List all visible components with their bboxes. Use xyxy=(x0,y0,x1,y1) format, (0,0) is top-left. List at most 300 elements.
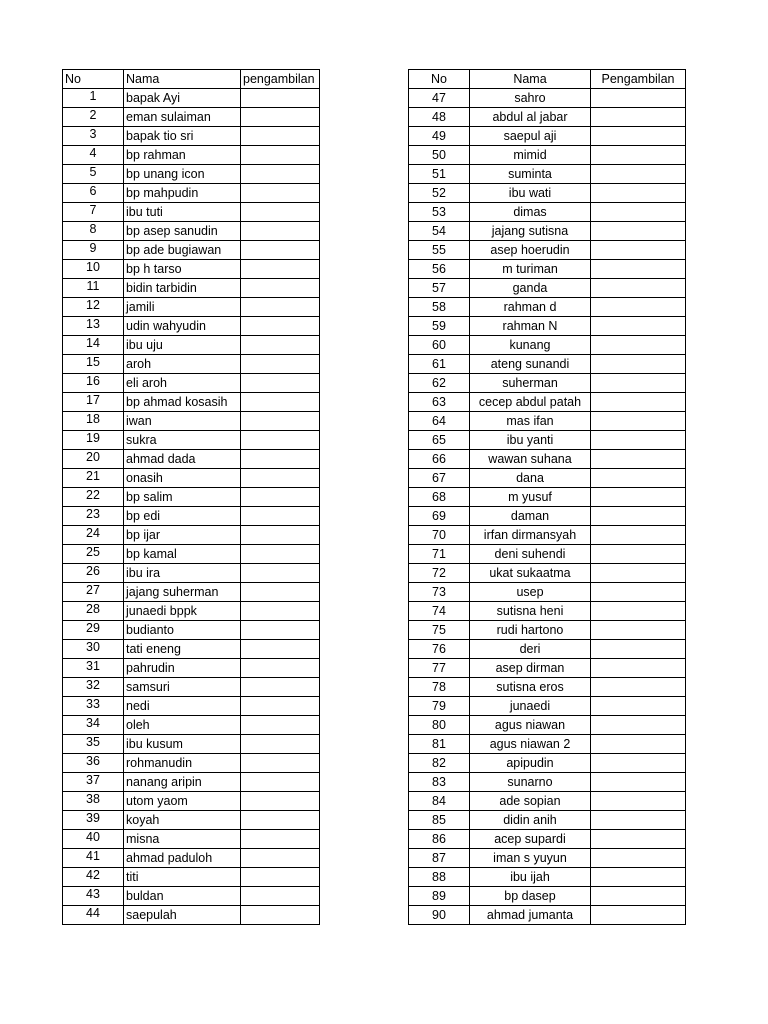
cell-no: 22 xyxy=(63,488,124,507)
cell-no: 33 xyxy=(63,697,124,716)
cell-no: 74 xyxy=(409,602,470,621)
table-row xyxy=(409,678,686,697)
table-row xyxy=(409,773,686,792)
table-row xyxy=(63,754,320,773)
cell-pengambilan xyxy=(591,374,686,393)
cell-nama: wawan suhana xyxy=(470,450,591,469)
table-row xyxy=(409,298,686,317)
table-row xyxy=(409,241,686,260)
cell-no: 36 xyxy=(63,754,124,773)
column-header-no: No xyxy=(409,70,470,89)
cell-nama: ibu yanti xyxy=(470,431,591,450)
cell-pengambilan xyxy=(241,431,320,450)
cell-no: 49 xyxy=(409,127,470,146)
table-row xyxy=(409,697,686,716)
cell-nama: mimid xyxy=(470,146,591,165)
table-row xyxy=(409,127,686,146)
table-row xyxy=(63,108,320,127)
cell-no: 20 xyxy=(63,450,124,469)
cell-pengambilan xyxy=(241,184,320,203)
cell-no: 24 xyxy=(63,526,124,545)
cell-no: 8 xyxy=(63,222,124,241)
table-row xyxy=(63,450,320,469)
table-row xyxy=(409,317,686,336)
cell-no: 86 xyxy=(409,830,470,849)
cell-no: 19 xyxy=(63,431,124,450)
cell-no: 16 xyxy=(63,374,124,393)
table-row xyxy=(409,89,686,108)
cell-nama: asep dirman xyxy=(470,659,591,678)
column-header-nama: Nama xyxy=(470,70,591,89)
cell-nama: ibu ijah xyxy=(470,868,591,887)
cell-pengambilan xyxy=(591,906,686,925)
cell-nama: sutisna heni xyxy=(470,602,591,621)
table-row xyxy=(63,849,320,868)
cell-nama: jajang sutisna xyxy=(470,222,591,241)
cell-nama: junaedi xyxy=(470,697,591,716)
cell-nama: abdul al jabar xyxy=(470,108,591,127)
cell-pengambilan xyxy=(241,108,320,127)
cell-no: 29 xyxy=(63,621,124,640)
table-row xyxy=(409,526,686,545)
cell-no: 28 xyxy=(63,602,124,621)
cell-nama: aroh xyxy=(124,355,241,374)
table-row xyxy=(409,659,686,678)
cell-nama: ahmad dada xyxy=(124,450,241,469)
cell-nama: cecep abdul patah xyxy=(470,393,591,412)
cell-pengambilan xyxy=(241,222,320,241)
cell-no: 56 xyxy=(409,260,470,279)
table-row xyxy=(409,868,686,887)
attendance-table-left xyxy=(62,69,320,925)
cell-pengambilan xyxy=(241,621,320,640)
table-row xyxy=(63,222,320,241)
cell-pengambilan xyxy=(591,602,686,621)
cell-pengambilan xyxy=(241,545,320,564)
cell-pengambilan xyxy=(591,241,686,260)
table-row xyxy=(63,393,320,412)
cell-nama: bp asep sanudin xyxy=(124,222,241,241)
cell-nama: ibu kusum xyxy=(124,735,241,754)
cell-pengambilan xyxy=(241,602,320,621)
table-row xyxy=(409,165,686,184)
cell-pengambilan xyxy=(241,450,320,469)
table-row xyxy=(63,830,320,849)
cell-pengambilan xyxy=(241,792,320,811)
cell-pengambilan xyxy=(241,469,320,488)
cell-pengambilan xyxy=(241,279,320,298)
cell-nama: deri xyxy=(470,640,591,659)
cell-nama: ibu uju xyxy=(124,336,241,355)
cell-no: 79 xyxy=(409,697,470,716)
table-row xyxy=(409,431,686,450)
cell-no: 31 xyxy=(63,659,124,678)
cell-nama: misna xyxy=(124,830,241,849)
cell-nama: titi xyxy=(124,868,241,887)
table-row xyxy=(409,336,686,355)
cell-pengambilan xyxy=(241,203,320,222)
table-row xyxy=(63,488,320,507)
cell-pengambilan xyxy=(591,887,686,906)
cell-pengambilan xyxy=(591,583,686,602)
cell-nama: ateng sunandi xyxy=(470,355,591,374)
cell-pengambilan xyxy=(591,678,686,697)
table-row xyxy=(409,640,686,659)
cell-no: 61 xyxy=(409,355,470,374)
cell-no: 72 xyxy=(409,564,470,583)
cell-pengambilan xyxy=(591,260,686,279)
cell-no: 66 xyxy=(409,450,470,469)
cell-pengambilan xyxy=(241,849,320,868)
cell-no: 34 xyxy=(63,716,124,735)
cell-nama: ibu ira xyxy=(124,564,241,583)
cell-nama: suminta xyxy=(470,165,591,184)
cell-pengambilan xyxy=(241,507,320,526)
table-row xyxy=(63,507,320,526)
table-row xyxy=(63,374,320,393)
table-row xyxy=(63,602,320,621)
cell-pengambilan xyxy=(241,811,320,830)
cell-pengambilan xyxy=(241,659,320,678)
cell-nama: rahman N xyxy=(470,317,591,336)
cell-pengambilan xyxy=(591,811,686,830)
cell-pengambilan xyxy=(591,849,686,868)
table-row xyxy=(409,564,686,583)
cell-nama: bidin tarbidin xyxy=(124,279,241,298)
cell-nama: bp ade bugiawan xyxy=(124,241,241,260)
cell-no: 84 xyxy=(409,792,470,811)
cell-nama: samsuri xyxy=(124,678,241,697)
cell-no: 15 xyxy=(63,355,124,374)
cell-nama: pahrudin xyxy=(124,659,241,678)
cell-no: 44 xyxy=(63,906,124,925)
cell-no: 38 xyxy=(63,792,124,811)
cell-pengambilan xyxy=(591,754,686,773)
cell-no: 58 xyxy=(409,298,470,317)
cell-pengambilan xyxy=(241,735,320,754)
cell-nama: agus niawan xyxy=(470,716,591,735)
cell-no: 77 xyxy=(409,659,470,678)
cell-no: 18 xyxy=(63,412,124,431)
cell-no: 50 xyxy=(409,146,470,165)
cell-pengambilan xyxy=(591,393,686,412)
cell-no: 11 xyxy=(63,279,124,298)
cell-no: 85 xyxy=(409,811,470,830)
cell-no: 10 xyxy=(63,260,124,279)
cell-nama: buldan xyxy=(124,887,241,906)
cell-no: 54 xyxy=(409,222,470,241)
cell-pengambilan xyxy=(591,203,686,222)
cell-nama: rahman d xyxy=(470,298,591,317)
cell-no: 2 xyxy=(63,108,124,127)
table-row xyxy=(409,393,686,412)
cell-nama: ibu tuti xyxy=(124,203,241,222)
cell-nama: bp edi xyxy=(124,507,241,526)
table-row xyxy=(63,184,320,203)
cell-no: 35 xyxy=(63,735,124,754)
table-row xyxy=(63,412,320,431)
cell-pengambilan xyxy=(241,773,320,792)
cell-nama: saepulah xyxy=(124,906,241,925)
table-row xyxy=(409,735,686,754)
cell-nama: eli aroh xyxy=(124,374,241,393)
cell-pengambilan xyxy=(591,735,686,754)
table-row xyxy=(409,621,686,640)
column-header-no: No xyxy=(63,70,124,89)
table-row xyxy=(409,602,686,621)
column-header-nama: Nama xyxy=(124,70,241,89)
cell-no: 51 xyxy=(409,165,470,184)
cell-nama: bp dasep xyxy=(470,887,591,906)
cell-no: 71 xyxy=(409,545,470,564)
cell-pengambilan xyxy=(241,678,320,697)
cell-nama: usep xyxy=(470,583,591,602)
table-row xyxy=(63,697,320,716)
cell-no: 47 xyxy=(409,89,470,108)
cell-nama: onasih xyxy=(124,469,241,488)
table-row xyxy=(63,526,320,545)
cell-nama: mas ifan xyxy=(470,412,591,431)
cell-nama: kunang xyxy=(470,336,591,355)
cell-nama: dana xyxy=(470,469,591,488)
cell-nama: saepul aji xyxy=(470,127,591,146)
cell-no: 83 xyxy=(409,773,470,792)
cell-nama: junaedi bppk xyxy=(124,602,241,621)
cell-nama: ahmad jumanta xyxy=(470,906,591,925)
cell-no: 88 xyxy=(409,868,470,887)
table-row xyxy=(409,108,686,127)
cell-pengambilan xyxy=(591,279,686,298)
cell-no: 63 xyxy=(409,393,470,412)
table-row xyxy=(63,906,320,925)
cell-nama: bp mahpudin xyxy=(124,184,241,203)
cell-no: 90 xyxy=(409,906,470,925)
table-row xyxy=(63,260,320,279)
cell-nama: bp ijar xyxy=(124,526,241,545)
table-row xyxy=(409,279,686,298)
cell-pengambilan xyxy=(241,146,320,165)
cell-nama: sutisna eros xyxy=(470,678,591,697)
cell-nama: budianto xyxy=(124,621,241,640)
cell-pengambilan xyxy=(591,564,686,583)
table-row xyxy=(63,298,320,317)
cell-no: 78 xyxy=(409,678,470,697)
cell-nama: tati eneng xyxy=(124,640,241,659)
cell-pengambilan xyxy=(241,887,320,906)
cell-no: 21 xyxy=(63,469,124,488)
cell-nama: nedi xyxy=(124,697,241,716)
cell-nama: iman s yuyun xyxy=(470,849,591,868)
cell-no: 53 xyxy=(409,203,470,222)
cell-nama: bp kamal xyxy=(124,545,241,564)
cell-nama: irfan dirmansyah xyxy=(470,526,591,545)
table-row xyxy=(63,659,320,678)
cell-no: 41 xyxy=(63,849,124,868)
table-row xyxy=(63,279,320,298)
cell-nama: deni suhendi xyxy=(470,545,591,564)
table-row xyxy=(63,583,320,602)
cell-nama: ukat sukaatma xyxy=(470,564,591,583)
cell-pengambilan xyxy=(241,697,320,716)
table-row xyxy=(409,374,686,393)
cell-no: 55 xyxy=(409,241,470,260)
cell-no: 57 xyxy=(409,279,470,298)
cell-pengambilan xyxy=(591,621,686,640)
cell-no: 62 xyxy=(409,374,470,393)
cell-nama: m turiman xyxy=(470,260,591,279)
cell-nama: bp salim xyxy=(124,488,241,507)
cell-no: 81 xyxy=(409,735,470,754)
cell-no: 65 xyxy=(409,431,470,450)
cell-no: 25 xyxy=(63,545,124,564)
cell-no: 89 xyxy=(409,887,470,906)
cell-pengambilan xyxy=(241,393,320,412)
cell-no: 67 xyxy=(409,469,470,488)
cell-nama: daman xyxy=(470,507,591,526)
table-row xyxy=(409,887,686,906)
table-row xyxy=(409,507,686,526)
cell-no: 60 xyxy=(409,336,470,355)
cell-pengambilan xyxy=(241,355,320,374)
cell-no: 3 xyxy=(63,127,124,146)
cell-pengambilan xyxy=(241,716,320,735)
cell-no: 7 xyxy=(63,203,124,222)
cell-nama: m yusuf xyxy=(470,488,591,507)
cell-no: 13 xyxy=(63,317,124,336)
cell-no: 75 xyxy=(409,621,470,640)
table-row xyxy=(409,488,686,507)
cell-pengambilan xyxy=(591,222,686,241)
cell-pengambilan xyxy=(241,317,320,336)
cell-nama: bapak tio sri xyxy=(124,127,241,146)
cell-no: 87 xyxy=(409,849,470,868)
table-row xyxy=(63,811,320,830)
cell-no: 64 xyxy=(409,412,470,431)
cell-nama: koyah xyxy=(124,811,241,830)
table-row xyxy=(63,336,320,355)
cell-pengambilan xyxy=(591,507,686,526)
cell-pengambilan xyxy=(591,146,686,165)
table-row xyxy=(63,89,320,108)
cell-pengambilan xyxy=(591,165,686,184)
table-row xyxy=(409,716,686,735)
header-row xyxy=(63,70,320,89)
cell-nama: apipudin xyxy=(470,754,591,773)
cell-no: 40 xyxy=(63,830,124,849)
cell-no: 73 xyxy=(409,583,470,602)
cell-pengambilan xyxy=(241,583,320,602)
cell-pengambilan xyxy=(591,431,686,450)
table-row xyxy=(63,127,320,146)
cell-nama: agus niawan 2 xyxy=(470,735,591,754)
cell-no: 42 xyxy=(63,868,124,887)
table-row xyxy=(409,906,686,925)
cell-no: 59 xyxy=(409,317,470,336)
table-row xyxy=(409,450,686,469)
cell-pengambilan xyxy=(241,336,320,355)
cell-no: 70 xyxy=(409,526,470,545)
table-row xyxy=(409,469,686,488)
cell-nama: dimas xyxy=(470,203,591,222)
table-row xyxy=(409,754,686,773)
cell-pengambilan xyxy=(591,488,686,507)
cell-pengambilan xyxy=(241,374,320,393)
table-row xyxy=(409,412,686,431)
cell-no: 43 xyxy=(63,887,124,906)
table-row xyxy=(63,317,320,336)
cell-no: 37 xyxy=(63,773,124,792)
table-row xyxy=(63,621,320,640)
table-row xyxy=(409,830,686,849)
cell-pengambilan xyxy=(241,165,320,184)
cell-no: 82 xyxy=(409,754,470,773)
cell-pengambilan xyxy=(591,659,686,678)
cell-pengambilan xyxy=(241,640,320,659)
column-header-pengambilan: pengambilan xyxy=(241,70,320,89)
table-row xyxy=(63,241,320,260)
cell-no: 80 xyxy=(409,716,470,735)
cell-pengambilan xyxy=(241,412,320,431)
cell-nama: sukra xyxy=(124,431,241,450)
cell-no: 48 xyxy=(409,108,470,127)
cell-pengambilan xyxy=(591,450,686,469)
table-row xyxy=(63,735,320,754)
cell-nama: oleh xyxy=(124,716,241,735)
cell-no: 5 xyxy=(63,165,124,184)
cell-pengambilan xyxy=(241,526,320,545)
cell-nama: jajang suherman xyxy=(124,583,241,602)
cell-nama: rudi hartono xyxy=(470,621,591,640)
cell-nama: utom yaom xyxy=(124,792,241,811)
table-row xyxy=(409,583,686,602)
table-row xyxy=(409,792,686,811)
attendance-table-right xyxy=(408,69,686,925)
cell-nama: ganda xyxy=(470,279,591,298)
cell-pengambilan xyxy=(241,906,320,925)
table-row xyxy=(63,146,320,165)
cell-no: 1 xyxy=(63,89,124,108)
cell-pengambilan xyxy=(591,716,686,735)
table-row xyxy=(63,773,320,792)
cell-pengambilan xyxy=(591,336,686,355)
cell-no: 30 xyxy=(63,640,124,659)
cell-pengambilan xyxy=(591,792,686,811)
table-row xyxy=(63,355,320,374)
header-row xyxy=(409,70,686,89)
table-row xyxy=(409,355,686,374)
cell-nama: bp unang icon xyxy=(124,165,241,184)
cell-nama: bp ahmad kosasih xyxy=(124,393,241,412)
cell-pengambilan xyxy=(591,89,686,108)
table-row xyxy=(63,431,320,450)
cell-nama: ahmad paduloh xyxy=(124,849,241,868)
cell-no: 69 xyxy=(409,507,470,526)
cell-pengambilan xyxy=(241,89,320,108)
cell-pengambilan xyxy=(591,317,686,336)
cell-nama: udin wahyudin xyxy=(124,317,241,336)
cell-pengambilan xyxy=(241,298,320,317)
cell-no: 4 xyxy=(63,146,124,165)
cell-no: 17 xyxy=(63,393,124,412)
column-header-pengambilan: Pengambilan xyxy=(591,70,686,89)
table-row xyxy=(409,849,686,868)
table-row xyxy=(409,222,686,241)
table-row xyxy=(63,716,320,735)
cell-pengambilan xyxy=(591,184,686,203)
table-row xyxy=(63,564,320,583)
cell-no: 9 xyxy=(63,241,124,260)
cell-no: 68 xyxy=(409,488,470,507)
